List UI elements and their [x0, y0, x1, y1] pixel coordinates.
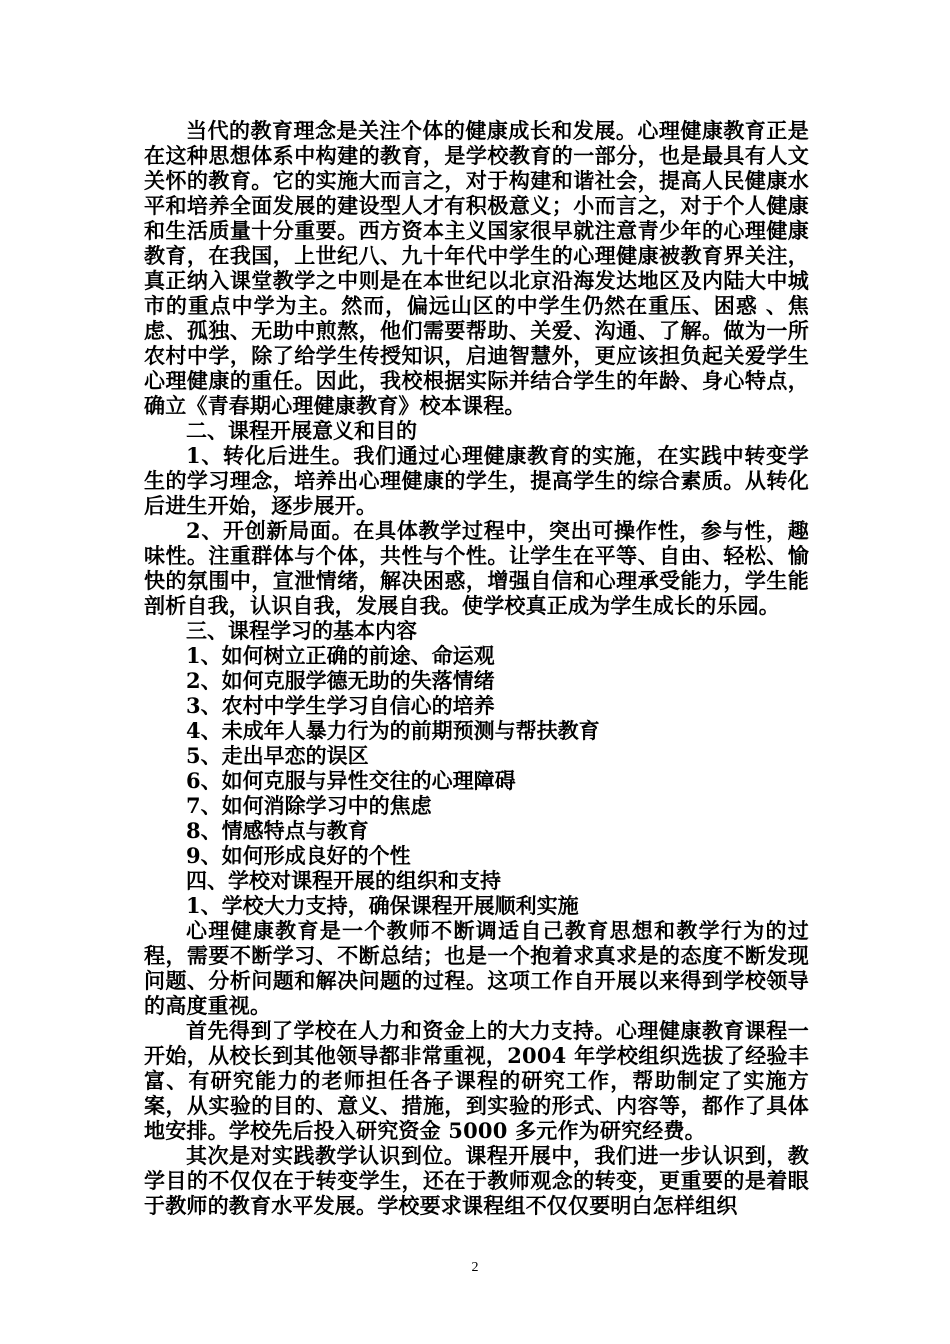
- list-item: 3、农村中学生学习自信心的培养: [186, 693, 495, 718]
- page-number: 2: [471, 1260, 479, 1275]
- section4-paragraph-2: 首先得到了学校在人力和资金上的大力支持。心理健康教育课程一开始，从校长到其他领导都非常重视，2004 年学校组织选拔了经验丰富、有研究能力的老师担任各子课程的研究工作，帮助制定了实施方案，从实验的目的、意义、措施，到实验的形式、内容等，都作了具体地安排。学校先后投入研究资金 5000 多元作为研究经费。: [144, 1018, 809, 1143]
- list-item: 4、未成年人暴力行为的前期预测与帮扶教育: [186, 718, 600, 743]
- section-heading-4: 四、学校对课程开展的组织和支持: [186, 868, 501, 893]
- section4-subheading-1: 1、学校大力支持，确保课程开展顺利实施: [186, 893, 579, 918]
- section4-paragraph-3: 其次是对实践教学认识到位。课程开展中，我们进一步认识到，教学目的不仅仅在于转变学生，还在于教师观念的转变，更重要的是着眼于教师的教育水平发展。学校要求课程组不仅仅要明白怎样组织: [144, 1143, 809, 1218]
- section-heading-2: 二、课程开展意义和目的: [186, 418, 417, 443]
- document-body: [144, 118, 809, 1218]
- list-item: 2、如何克服学德无助的失落情绪: [186, 668, 495, 693]
- list-item: 9、如何形成良好的个性: [186, 843, 411, 868]
- intro-paragraph: 当代的教育理念是关注个体的健康成长和发展。心理健康教育正是在这种思想体系中构建的教育，是学校教育的一部分，也是最具有人文关怀的教育。它的实施大而言之，对于构建和谐社会，提高人民健康水平和培养全面发展的建设型人才有积极意义；小而言之，对于个人健康和生活质量十分重要。西方资本主义国家很早就注意青少年的心理健康教育，在我国，上世纪八、九十年代中学生的心理健康被教育界关注，真正纳入课堂教学之中则是在本世纪以北京沿海发达地区及内陆大中城市的重点中学为主。然而，偏远山区的中学生仍然在重压、困惑 、焦虑、孤独、无助中煎熬，他们需要帮助、关爱、沟通、了解。做为一所农村中学，除了给学生传授知识，启迪智慧外，更应该担负起关爱学生心理健康的重任。因此，我校根据实际并结合学生的年龄、身心特点，确立《青春期心理健康教育》校本课程。: [144, 118, 809, 418]
- list-item: 6、如何克服与异性交往的心理障碍: [186, 768, 516, 793]
- list-item: 8、情感特点与教育: [186, 818, 369, 843]
- list-item: 7、如何消除学习中的焦虑: [186, 793, 432, 818]
- section2-paragraph-2: 2、开创新局面。在具体教学过程中，突出可操作性，参与性，趣味性。注重群体与个体，共性与个性。让学生在平等、自由、轻松、愉快的氛围中，宣泄情绪，解决困惑，增强自信和心理承受能力，学生能剖析自我，认识自我，发展自我。使学校真正成为学生成长的乐园。: [144, 518, 809, 618]
- section2-paragraph-1: 1、转化后进生。我们通过心理健康教育的实施，在实践中转变学生的学习理念，培养出心理健康的学生，提高学生的综合素质。从转化后进生开始，逐步展开。: [144, 443, 809, 518]
- list-item: 5、走出早恋的误区: [186, 743, 369, 768]
- list-item: 1、如何树立正确的前途、命运观: [186, 643, 495, 668]
- section4-paragraph-1: 心理健康教育是一个教师不断调适自己教育思想和教学行为的过程，需要不断学习、不断总结；也是一个抱着求真求是的态度不断发现问题、分析问题和解决问题的过程。这项工作自开展以来得到学校领导的高度重视。: [144, 918, 809, 1018]
- section-heading-3: 三、课程学习的基本内容: [186, 618, 417, 643]
